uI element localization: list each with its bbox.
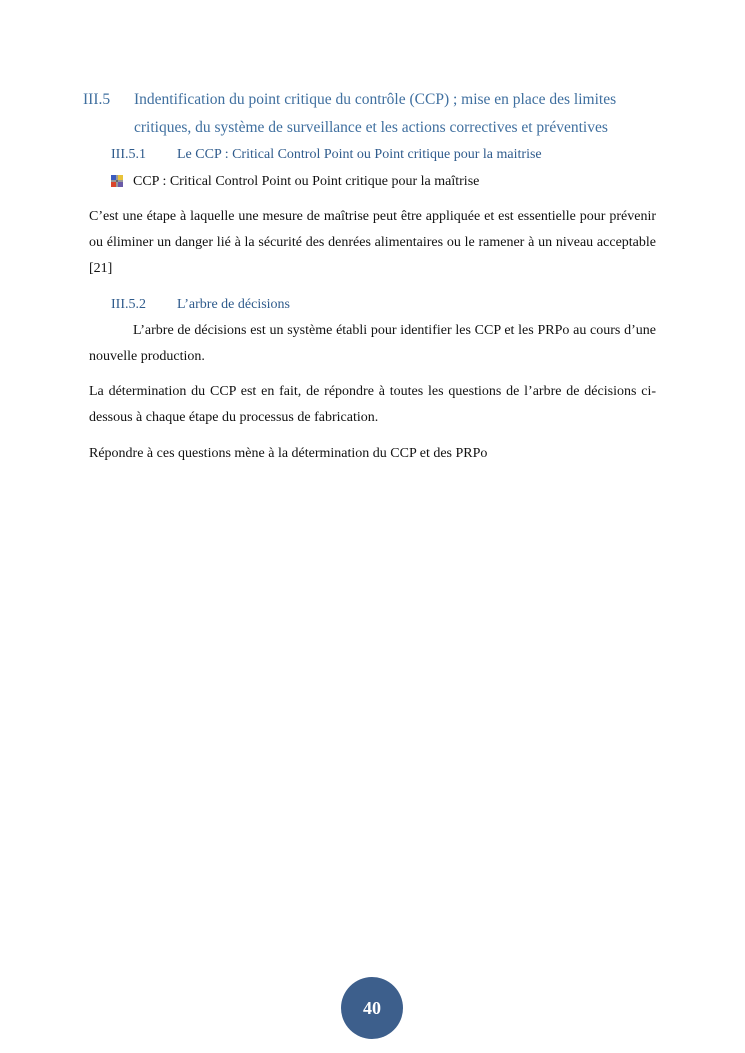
paragraph-ccp-determination: La détermination du CCP est en fait, de répondre à toutes les questions de l’arbre de décisions ci-dessous à chaque étape du processus de fabrication. — [89, 384, 656, 425]
bullet-text: CCP : Critical Control Point ou Point critique pour la maîtrise — [133, 174, 480, 189]
page-number-badge: 40 — [341, 977, 403, 1039]
subsection-number-1: III.5.1 — [111, 147, 146, 162]
checkered-bullet-icon — [111, 175, 123, 187]
paragraph-decision-tree: L’arbre de décisions est un système établi pour identifier les CCP et les PRPo au cours d’une nouvelle production. — [89, 323, 656, 364]
paragraph-answer-questions: Répondre à ces questions mène à la détermination du CCP et des PRPo — [89, 446, 488, 461]
subsection-number-2: III.5.2 — [111, 297, 146, 312]
section-heading — [83, 86, 673, 142]
section-number: III.5 — [83, 91, 111, 108]
subsection-title-2: L’arbre de décisions — [177, 297, 290, 312]
section-title: Indentification du point critique du contrôle (CCP) ; mise en place des limites critiques, du système de surveillance et les actions correctives et préventives — [134, 91, 617, 136]
subsection-title-1: Le CCP : Critical Control Point ou Point critique pour la maitrise — [177, 147, 542, 162]
paragraph-ccp-definition: C’est une étape à laquelle une mesure de maîtrise peut être appliquée et est essentielle pour prévenir ou éliminer un danger lié à la sécurité des denrées alimentaires ou le ramener à un niveau acceptable [21] — [89, 209, 656, 276]
